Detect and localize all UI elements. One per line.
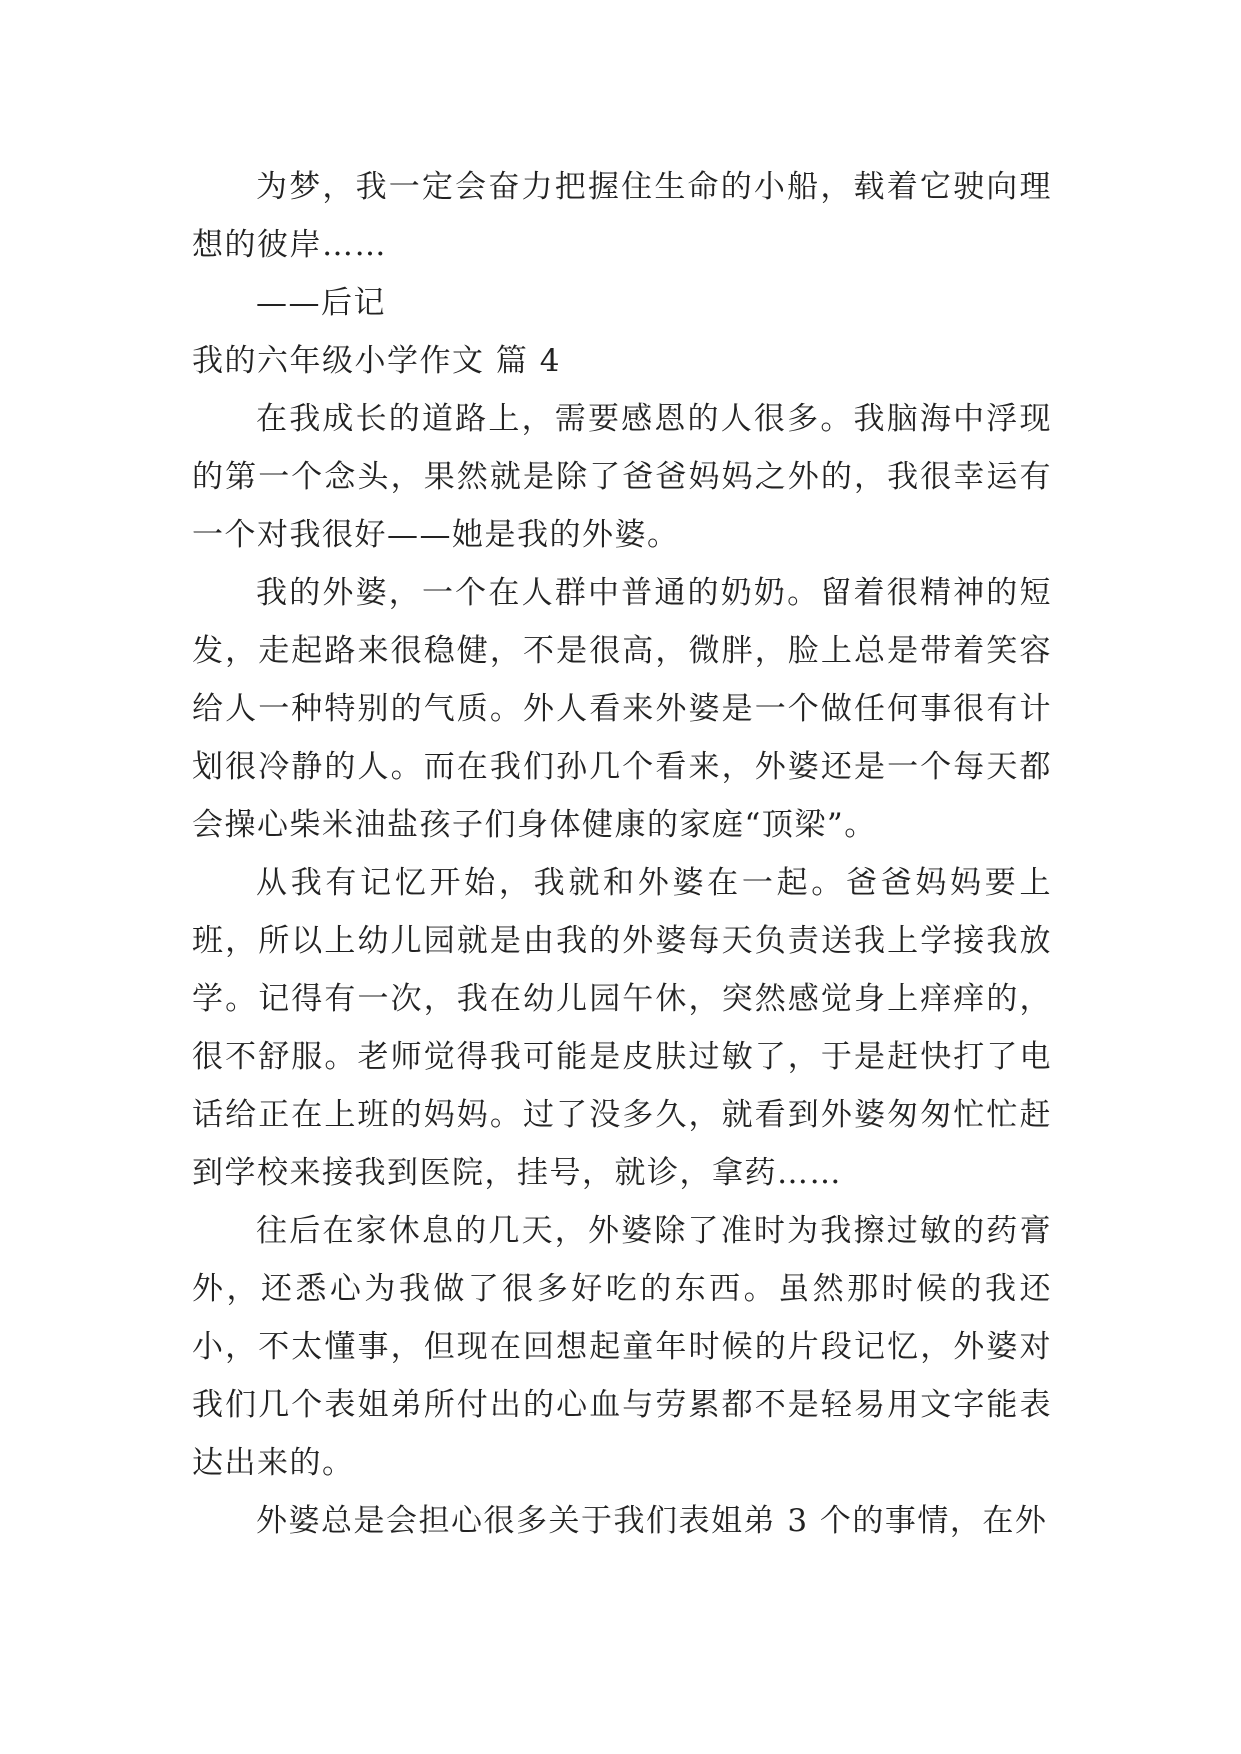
paragraph-kindergarten-memory: 从我有记忆开始，我就和外婆在一起。爸爸妈妈要上班，所以上幼儿园就是由我的外婆每天负责送我上学接我放学。记得有一次，我在幼儿园午休，突然感觉身上痒痒的，很不舒服。老师觉得我可能是皮肤过敏了，于是赶快打了电话给正在上班的妈妈。过了没多久，就看到外婆匆匆忙忙赶到学校来接我到医院，挂号，就诊，拿药…… [192,865,1052,1191]
paragraph-grandma-description: 我的外婆，一个在人群中普通的奶奶。留着很精神的短发，走起路来很稳健，不是很高，微胖，脸上总是带着笑容给人一种特别的气质。外人看来外婆是一个做任何事很有计划很冷静的人。而在我们孙几个看来，外婆还是一个每天都会操心柴米油盐孩子们身体健康的家庭“顶梁”。 [192,575,1052,843]
paragraph-recovery: 往后在家休息的几天，外婆除了准时为我擦过敏的药膏外，还悉心为我做了很多好吃的东西。虽然那时候的我还小，不太懂事，但现在回想起童年时候的片段记忆，外婆对我们几个表姐弟所付出的心血与劳累都不是轻易用文字能表达出来的。 [192,1213,1052,1481]
paragraph-afterword: ——后记 [256,285,386,321]
paragraph-intro: 在我成长的道路上，需要感恩的人很多。我脑海中浮现的第一个念头，果然就是除了爸爸妈妈之外的，我很幸运有一个对我很好——她是我的外婆。 [192,401,1052,553]
document-body [192,158,1052,1550]
paragraph-worries: 外婆总是会担心很多关于我们表姐弟 3 个的事情，在外 [256,1503,1048,1539]
section-heading: 我的六年级小学作文 篇 4 [192,343,561,379]
paragraph-closing: 为梦，我一定会奋力把握住生命的小船，载着它驶向理想的彼岸…… [192,169,1052,263]
